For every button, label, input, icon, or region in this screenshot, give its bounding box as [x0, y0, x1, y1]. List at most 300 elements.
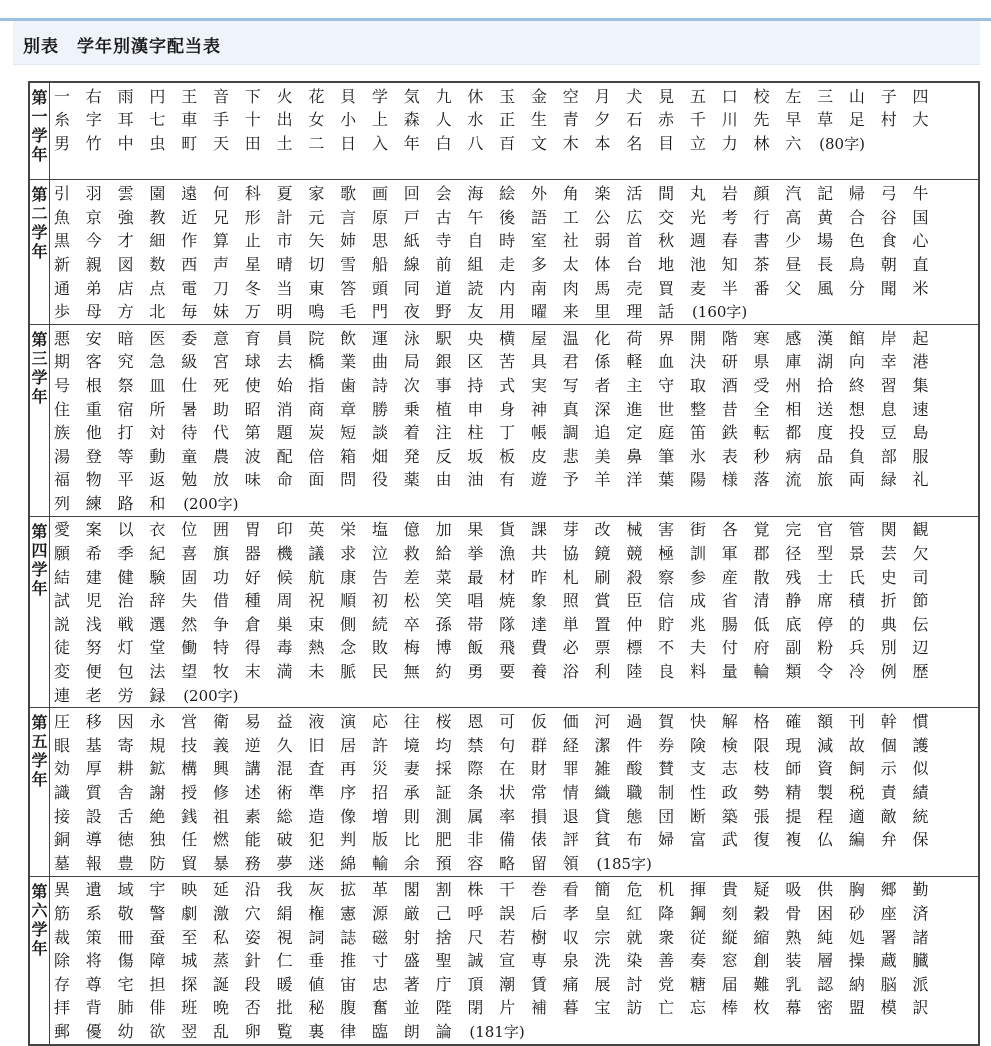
kanji-char: 編: [848, 830, 865, 850]
kanji-char: 国: [912, 207, 929, 227]
kanji-char: 電: [181, 278, 198, 298]
kanji-char: 眼: [54, 735, 71, 755]
kanji-char: 供: [817, 880, 834, 900]
kanji-char: 重: [85, 399, 102, 419]
kanji-char: 席: [817, 591, 834, 611]
kanji-char: 万: [244, 302, 261, 322]
kanji-char: 口: [721, 86, 738, 106]
kanji-char: 感: [785, 328, 802, 348]
kanji-char: 飛: [499, 638, 516, 658]
kanji-char: 減: [817, 735, 834, 755]
kanji-char: 兄: [212, 207, 229, 227]
kanji-char: 節: [912, 591, 929, 611]
kanji-char: 年: [403, 133, 420, 153]
kanji-char: 類: [785, 662, 802, 682]
kanji-char: 教: [149, 207, 166, 227]
kanji-char: 州: [785, 375, 802, 395]
kanji-char: 半: [721, 278, 738, 298]
kanji-char: 冷: [848, 662, 865, 682]
kanji-char: 準: [308, 783, 325, 803]
kanji-char: 度: [817, 423, 834, 443]
kanji-char: 代: [212, 423, 229, 443]
kanji-char: 茶: [753, 254, 770, 274]
kanji-char: 玉: [499, 86, 516, 106]
kanji-char: 幹: [880, 712, 897, 732]
kanji-char: 場: [817, 231, 834, 251]
kanji-char: 罪: [562, 759, 579, 779]
kanji-char: 象: [530, 591, 547, 611]
kanji-char: 略: [499, 853, 516, 873]
grade-label-char: 六: [31, 900, 48, 920]
kanji-char: 異: [54, 880, 71, 900]
kanji-char: 私: [212, 927, 229, 947]
kanji-char: 竹: [85, 133, 102, 153]
kanji-char: 妹: [212, 302, 229, 322]
grade-label: [30, 708, 50, 875]
kanji-char: 高: [785, 207, 802, 227]
grade-kanji-list: [50, 708, 978, 875]
kanji-char: 法: [149, 662, 166, 682]
grade-kanji-list: [50, 517, 978, 708]
kanji-char: 勉: [181, 470, 198, 490]
kanji-char: 臨: [371, 1021, 388, 1041]
kanji-char: 協: [562, 544, 579, 564]
kanji-char: 鼻: [626, 446, 643, 466]
kanji-char: 指: [308, 375, 325, 395]
kanji-char: 台: [626, 254, 643, 274]
kanji-char: 技: [181, 735, 198, 755]
kanji-char: 講: [244, 759, 261, 779]
kanji-char: 展: [594, 974, 611, 994]
kanji-row: [54, 805, 978, 829]
kanji-char: 明: [276, 302, 293, 322]
kanji-char: 健: [117, 567, 134, 587]
kanji-char: 五: [689, 86, 706, 106]
kanji-char: 潮: [499, 974, 516, 994]
kanji-char: 若: [499, 927, 516, 947]
kanji-char: 費: [530, 638, 547, 658]
grade-label-char: 学: [31, 751, 48, 771]
kanji-char: 治: [117, 591, 134, 611]
kanji-char: 策: [85, 927, 102, 947]
kanji-char: 和: [149, 493, 166, 513]
kanji-char: 問: [340, 470, 357, 490]
kanji-char: 丸: [689, 184, 706, 204]
kanji-char: 模: [880, 998, 897, 1018]
kanji-char: 絶: [149, 806, 166, 826]
kanji-char: 値: [308, 974, 325, 994]
kanji-char: 装: [785, 951, 802, 971]
kanji-char: 冊: [117, 927, 134, 947]
kanji-char: 午: [467, 207, 484, 227]
kanji-char: 訓: [689, 544, 706, 564]
kanji-char: 似: [912, 759, 929, 779]
kanji-char: 弁: [880, 830, 897, 850]
kanji-char: 綿: [340, 853, 357, 873]
kanji-char: 演: [340, 712, 357, 732]
kanji-char: 腸: [721, 614, 738, 634]
kanji-char: 順: [340, 591, 357, 611]
kanji-char: 圧: [54, 712, 71, 732]
kanji-char: 勤: [912, 880, 929, 900]
kanji-char: 密: [817, 998, 834, 1018]
kanji-char: 統: [912, 806, 929, 826]
grade-label: [30, 325, 50, 516]
kanji-char: 神: [530, 399, 547, 419]
kanji-char: 去: [276, 352, 293, 372]
kanji-char: 京: [85, 207, 102, 227]
kanji-char: 刻: [721, 903, 738, 923]
kanji-char: 氷: [689, 446, 706, 466]
kanji-row: [54, 109, 978, 133]
kanji-char: 械: [626, 520, 643, 540]
kanji-char: 姉: [340, 231, 357, 251]
kanji-char: 太: [562, 254, 579, 274]
kanji-char: 炭: [308, 423, 325, 443]
grade-label: [30, 517, 50, 708]
kanji-char: 首: [626, 231, 643, 251]
kanji-char: 良: [658, 662, 675, 682]
kanji-char: 入: [371, 133, 388, 153]
kanji-char: 晩: [212, 998, 229, 1018]
kanji-char: 森: [403, 110, 420, 130]
kanji-char: 区: [467, 352, 484, 372]
kanji-char: 損: [530, 806, 547, 826]
kanji-char: 先: [753, 110, 770, 130]
kanji-char: 利: [594, 662, 611, 682]
kanji-char: 活: [626, 184, 643, 204]
kanji-char: 情: [562, 783, 579, 803]
kanji-char: 酒: [721, 375, 738, 395]
kanji-char: 夏: [276, 184, 293, 204]
kanji-char: 宮: [212, 352, 229, 372]
kanji-char: 客: [85, 352, 102, 372]
kanji-char: 争: [212, 614, 229, 634]
kanji-char: 行: [753, 207, 770, 227]
kanji-char: 守: [658, 375, 675, 395]
kanji-char: 序: [340, 783, 357, 803]
kanji-row: [54, 1020, 978, 1044]
kanji-row: [54, 566, 978, 590]
kanji-char: 毎: [181, 302, 198, 322]
kanji-char: 特: [212, 638, 229, 658]
kanji-char: 星: [244, 254, 261, 274]
kanji-char: 負: [848, 446, 865, 466]
kanji-row: [54, 253, 978, 277]
kanji-char: 収: [562, 927, 579, 947]
kanji-char: 坂: [467, 446, 484, 466]
kanji-char: 男: [54, 133, 71, 153]
kanji-char: 起: [912, 328, 929, 348]
kanji-char: 才: [117, 231, 134, 251]
kanji-char: 祝: [308, 591, 325, 611]
kanji-char: 暖: [276, 974, 293, 994]
kanji-char: 製: [817, 783, 834, 803]
kanji-char: 残: [785, 567, 802, 587]
kanji-char: 燃: [212, 830, 229, 850]
kanji-char: 解: [721, 712, 738, 732]
kanji-char: 登: [85, 446, 102, 466]
page-title: 別表 学年別漢字配当表: [23, 37, 221, 57]
kanji-char: 宅: [117, 974, 134, 994]
kanji-char: 白: [435, 133, 452, 153]
kanji-char: 肉: [562, 278, 579, 298]
kanji-char: 式: [499, 375, 516, 395]
kanji-char: 貨: [499, 520, 516, 540]
kanji-char: 述: [244, 783, 261, 803]
kanji-char: 再: [340, 759, 357, 779]
kanji-char: 連: [54, 685, 71, 705]
kanji-char: 宣: [499, 951, 516, 971]
kanji-char: 勢: [753, 783, 770, 803]
kanji-char: 針: [244, 951, 261, 971]
kanji-char: 河: [594, 712, 611, 732]
grade-block: [30, 877, 978, 1044]
kanji-char: 資: [817, 759, 834, 779]
grade-block: [30, 180, 978, 325]
kanji-char: 市: [276, 231, 293, 251]
kanji-char: 射: [403, 927, 420, 947]
kanji-char: 郷: [880, 880, 897, 900]
kanji-char: 賃: [530, 974, 547, 994]
kanji-char: 顔: [753, 184, 770, 204]
kanji-char: 鉱: [149, 759, 166, 779]
grade-label-char: 学: [31, 559, 48, 579]
kanji-char: 受: [753, 375, 770, 395]
kanji-char: 発: [403, 446, 420, 466]
kanji-char: 申: [467, 399, 484, 419]
kanji-char: 世: [658, 399, 675, 419]
kanji-char: 福: [54, 470, 71, 490]
kanji-char: 構: [181, 759, 198, 779]
kanji-char: 目: [658, 133, 675, 153]
kanji-char: 絵: [499, 184, 516, 204]
kanji-char: 流: [785, 470, 802, 490]
kanji-char: 急: [149, 352, 166, 372]
grade-label-char: 第: [31, 881, 48, 901]
kanji-char: 何: [212, 184, 229, 204]
kanji-char: 昼: [785, 254, 802, 274]
kanji-char: 決: [689, 352, 706, 372]
kanji-char: 勝: [371, 399, 388, 419]
kanji-char: 好: [244, 567, 261, 587]
grade-label-char: 学: [31, 223, 48, 243]
kanji-char: 想: [848, 399, 865, 419]
kanji-char: 貸: [594, 806, 611, 826]
kanji-char: 注: [435, 423, 452, 443]
kanji-char: 鏡: [594, 544, 611, 564]
kanji-char: 転: [753, 423, 770, 443]
kanji-char: 率: [499, 806, 516, 826]
kanji-char: 夫: [689, 638, 706, 658]
kanji-char: 確: [785, 712, 802, 732]
kanji-char: 黄: [817, 207, 834, 227]
kanji-char: 父: [785, 278, 802, 298]
kanji-char: 層: [817, 951, 834, 971]
kanji-char: 昭: [244, 399, 261, 419]
kanji-char: 応: [371, 712, 388, 732]
kanji-char: 主: [626, 375, 643, 395]
kanji-char: 短: [340, 423, 357, 443]
kanji-char: 幸: [880, 352, 897, 372]
kanji-row: [54, 398, 978, 422]
kanji-char: 深: [594, 399, 611, 419]
kanji-char: 観: [912, 520, 929, 540]
kanji-char: 賞: [594, 591, 611, 611]
kanji-char: 殺: [626, 567, 643, 587]
kanji-char: 精: [785, 783, 802, 803]
kanji-char: 春: [721, 231, 738, 251]
kanji-char: 基: [85, 735, 102, 755]
kanji-char: 店: [117, 278, 134, 298]
kanji-char: 閣: [403, 880, 420, 900]
kanji-char: 隊: [499, 614, 516, 634]
kanji-table: [28, 81, 980, 1046]
kanji-char: 認: [817, 974, 834, 994]
kanji-char: 視: [276, 927, 293, 947]
kanji-char: 向: [848, 352, 865, 372]
kanji-char: 飲: [340, 328, 357, 348]
kanji-char: 委: [181, 328, 198, 348]
kanji-char: 条: [467, 783, 484, 803]
kanji-char: 八: [467, 133, 484, 153]
kanji-char: 希: [85, 544, 102, 564]
kanji-char: 覧: [276, 1021, 293, 1041]
grade-block: [30, 83, 978, 180]
kanji-char: 省: [721, 591, 738, 611]
kanji-char: 后: [530, 903, 547, 923]
kanji-char: 方: [117, 302, 134, 322]
kanji-char: 従: [689, 927, 706, 947]
kanji-char: 全: [753, 399, 770, 419]
kanji-char: 書: [753, 231, 770, 251]
kanji-char: 東: [308, 278, 325, 298]
kanji-char: 池: [689, 254, 706, 274]
kanji-char: 麦: [689, 278, 706, 298]
kanji-row: [54, 132, 978, 156]
kanji-char: 群: [530, 735, 547, 755]
kanji-char: 声: [212, 254, 229, 274]
kanji-char: 可: [499, 712, 516, 732]
kanji-char: 住: [54, 399, 71, 419]
kanji-char: 題: [276, 423, 293, 443]
kanji-char: 商: [308, 399, 325, 419]
kanji-char: 動: [149, 446, 166, 466]
kanji-char: 汽: [785, 184, 802, 204]
kanji-char: 魚: [54, 207, 71, 227]
kanji-char: 採: [435, 759, 452, 779]
kanji-char: 紙: [403, 231, 420, 251]
kanji-char: 運: [371, 328, 388, 348]
grade-label-char: 年: [31, 578, 48, 598]
kanji-char: 桜: [435, 712, 452, 732]
kanji-row: [54, 879, 978, 903]
kanji-char: 害: [658, 520, 675, 540]
grade-kanji-count: (200字): [183, 494, 239, 513]
kanji-char: 設: [85, 806, 102, 826]
kanji-char: 限: [753, 735, 770, 755]
kanji-char: 史: [880, 567, 897, 587]
kanji-char: 笑: [435, 591, 452, 611]
kanji-char: 素: [244, 806, 261, 826]
kanji-char: 見: [658, 86, 675, 106]
kanji-char: 中: [117, 133, 134, 153]
grade-kanji-list: [50, 180, 978, 324]
kanji-char: 液: [308, 712, 325, 732]
kanji-char: 谷: [880, 207, 897, 227]
kanji-char: 興: [212, 759, 229, 779]
kanji-char: 点: [149, 278, 166, 298]
kanji-row: [54, 492, 978, 516]
kanji-char: 訳: [912, 998, 929, 1018]
kanji-char: 院: [308, 328, 325, 348]
kanji-char: 臣: [626, 591, 643, 611]
kanji-char: 束: [308, 614, 325, 634]
kanji-char: 棒: [721, 998, 738, 1018]
kanji-char: 松: [403, 591, 420, 611]
kanji-char: 湯: [54, 446, 71, 466]
kanji-char: 遺: [85, 880, 102, 900]
kanji-char: 在: [499, 759, 516, 779]
kanji-char: 除: [54, 951, 71, 971]
kanji-char: 査: [308, 759, 325, 779]
kanji-char: 祖: [212, 806, 229, 826]
kanji-char: 出: [276, 110, 293, 130]
kanji-char: 役: [371, 470, 388, 490]
kanji-char: 揮: [689, 880, 706, 900]
kanji-char: 余: [403, 853, 420, 873]
kanji-char: 陸: [626, 662, 643, 682]
kanji-char: 畑: [371, 446, 388, 466]
kanji-char: 包: [117, 662, 134, 682]
kanji-char: 恩: [467, 712, 484, 732]
kanji-char: 上: [371, 110, 388, 130]
kanji-char: 土: [276, 133, 293, 153]
kanji-char: 能: [244, 830, 261, 850]
kanji-char: 敵: [880, 806, 897, 826]
kanji-char: 勇: [467, 662, 484, 682]
kanji-char: 朝: [880, 254, 897, 274]
kanji-char: 続: [371, 614, 388, 634]
kanji-char: 記: [817, 184, 834, 204]
kanji-char: 塩: [371, 520, 388, 540]
kanji-char: 正: [499, 110, 516, 130]
kanji-char: 薬: [403, 470, 420, 490]
kanji-char: 録: [149, 685, 166, 705]
kanji-char: 陛: [435, 998, 452, 1018]
kanji-char: 館: [848, 328, 865, 348]
kanji-char: 画: [371, 184, 388, 204]
kanji-char: 織: [594, 783, 611, 803]
kanji-char: 緑: [880, 470, 897, 490]
kanji-char: 酸: [626, 759, 643, 779]
kanji-char: 験: [149, 567, 166, 587]
kanji-char: 張: [753, 806, 770, 826]
kanji-char: 域: [117, 880, 134, 900]
kanji-char: 例: [880, 662, 897, 682]
kanji-char: 字: [85, 110, 102, 130]
kanji-char: 票: [594, 638, 611, 658]
kanji-char: 夜: [403, 302, 420, 322]
kanji-char: 状: [499, 783, 516, 803]
kanji-char: 橋: [308, 352, 325, 372]
kanji-char: 喜: [181, 544, 198, 564]
kanji-char: 刷: [594, 567, 611, 587]
kanji-char: 孝: [562, 903, 579, 923]
kanji-char: 永: [149, 712, 166, 732]
kanji-char: 名: [626, 133, 643, 153]
kanji-char: 下: [244, 86, 261, 106]
